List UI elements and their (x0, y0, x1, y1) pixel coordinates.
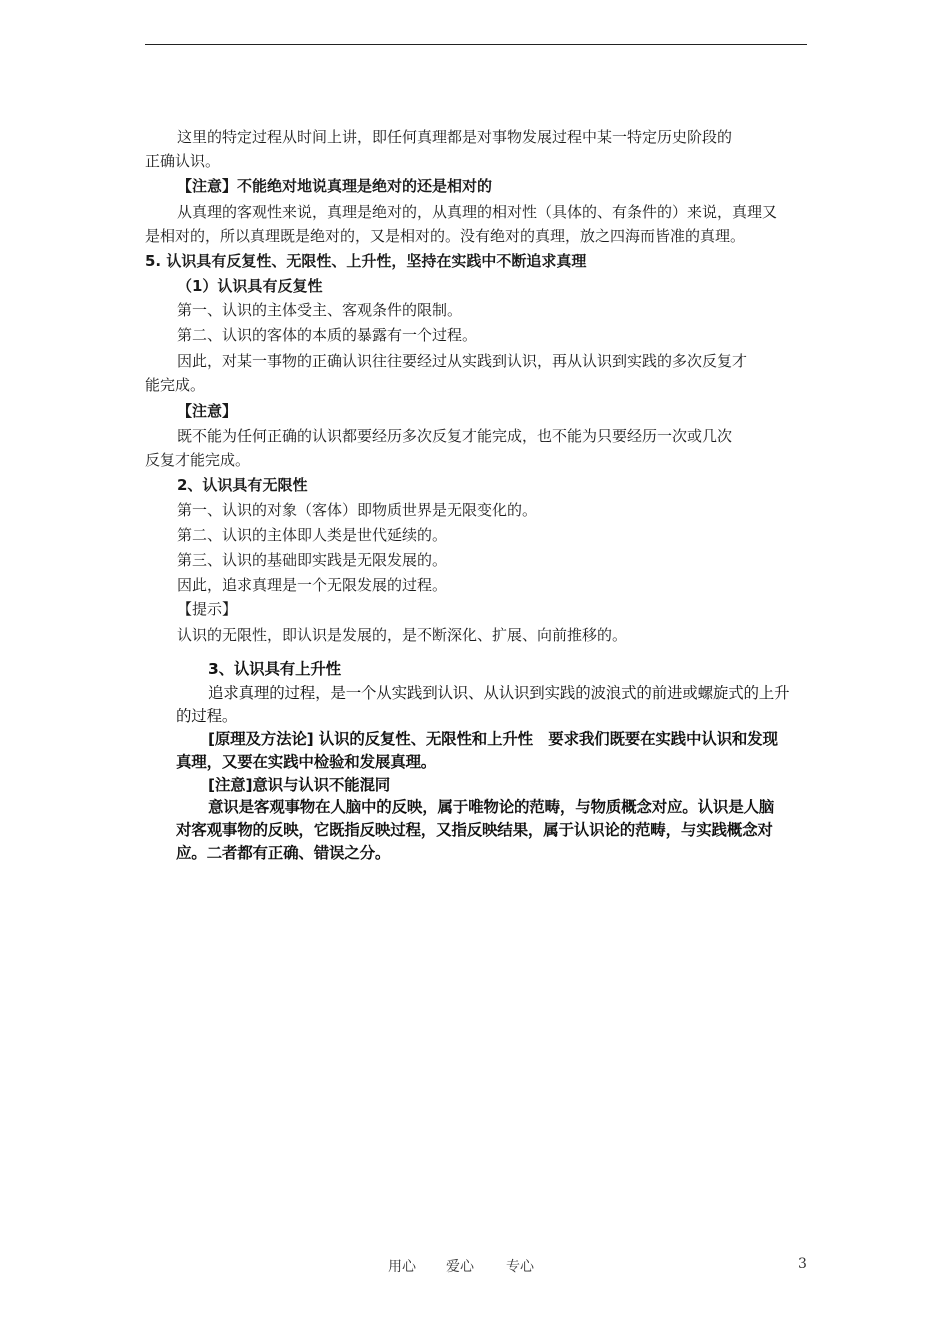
paragraph-line: 对客观事物的反映，它既指反映过程，又指反映结果，属于认识论的范畴，与实践概念对 (176, 821, 773, 839)
paragraph-line: 是相对的，所以真理既是绝对的，又是相对的。没有绝对的真理，放之四海而皆准的真理。 (145, 227, 746, 245)
paragraph-line: 第二、认识的主体即人类是世代延续的。 (177, 526, 448, 544)
paragraph-line: 应。二者都有正确、错误之分。 (176, 844, 391, 862)
paragraph-line: 能完成。 (145, 376, 206, 394)
paragraph-line: 第一、认识的对象（客体）即物质世界是无限变化的。 (177, 501, 538, 519)
note-heading: 【注意】 (177, 402, 238, 420)
paragraph-line: 的过程。 (176, 707, 238, 725)
page-number: 3 (798, 1256, 807, 1272)
paragraph-line: 第二、认识的客体的本质的暴露有一个过程。 (177, 326, 478, 344)
paragraph-line: 认识的无限性，即认识是发展的，是不断深化、扩展、向前推移的。 (177, 626, 628, 644)
paragraph-line: 因此，追求真理是一个无限发展的过程。 (177, 576, 448, 594)
subsection-heading: 2、认识具有无限性 (177, 476, 308, 494)
paragraph-line: 第三、认识的基础即实践是无限发展的。 (177, 551, 448, 569)
note-heading: 【注意】不能绝对地说真理是绝对的还是相对的 (177, 177, 493, 195)
footer-motto-1: 用心 (388, 1259, 416, 1275)
paragraph-line: 追求真理的过程，是一个从实践到认识、从认识到实践的波浪式的前进或螺旋式的上升 (208, 684, 790, 702)
paragraph-line: 第一、认识的主体受主、客观条件的限制。 (177, 301, 463, 319)
subsection-heading: （1）认识具有反复性 (177, 277, 323, 295)
note-heading: [注意]意识与认识不能混同 (208, 776, 391, 794)
paragraph-line: 既不能为任何正确的认识都要经历多次反复才能完成，也不能为只要经历一次或几次 (177, 427, 733, 445)
subsection-heading: 3、认识具有上升性 (208, 660, 341, 678)
paragraph-line: 意识是客观事物在人脑中的反映，属于唯物论的范畴，与物质概念对应。认识是人脑 (208, 798, 775, 816)
paragraph-line: 因此，对某一事物的正确认识往往要经过从实践到认识，再从认识到实践的多次反复才 (177, 352, 748, 370)
paragraph-line: 反复才能完成。 (145, 451, 251, 469)
section-heading: 5. 认识具有反复性、无限性、上升性，坚持在实践中不断追求真理 (145, 252, 587, 270)
paragraph-line: 这里的特定过程从时间上讲，即任何真理都是对事物发展过程中某一特定历史阶段的 (177, 128, 733, 146)
embedded-text-image (172, 656, 852, 866)
tip-heading: 【提示】 (177, 600, 238, 618)
paragraph-line: 正确认识。 (145, 152, 221, 170)
footer-motto-2: 爱心 (446, 1259, 474, 1275)
principle-line: 真理，又要在实践中检验和发展真理。 (176, 753, 437, 771)
footer-motto-3: 专心 (506, 1259, 534, 1275)
principle-line: [原理及方法论] 认识的反复性、无限性和上升性 要求我们既要在实践中认识和发现 (208, 730, 778, 748)
paragraph-line: 从真理的客观性来说，真理是绝对的，从真理的相对性（具体的、有条件的）来说，真理又 (177, 203, 778, 221)
header-rule (145, 44, 807, 45)
